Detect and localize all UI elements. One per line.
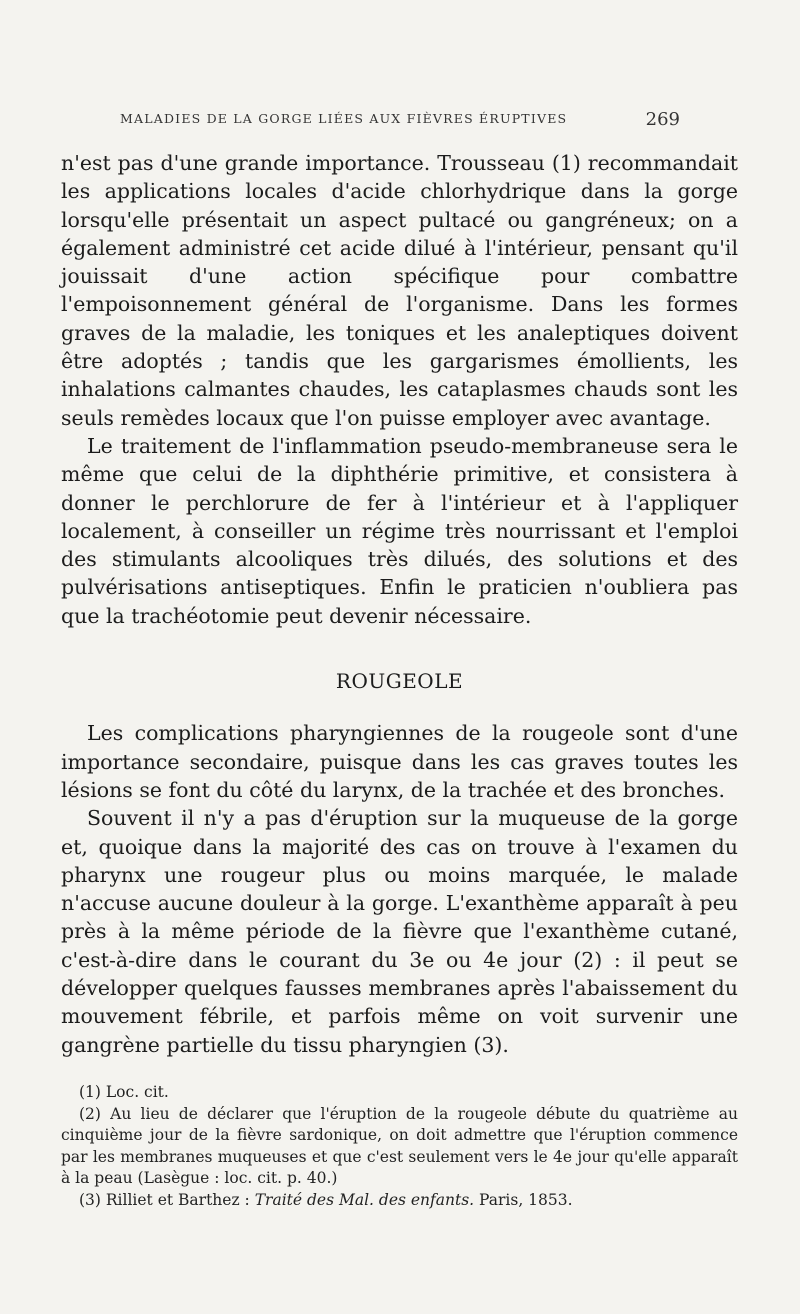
footnote-1: (1) Loc. cit. [79, 1083, 169, 1101]
paragraph-treatment: Le traitement de l'inflammation pseudo-membraneuse sera le même que celui de la diphthérie primitive, et consistera à donner le perchlorure de fer à l'intérieur et à l'appliquer localement, à conseiller un régime très nourrissant et l'emploi des stimulants alcooliques très dilués, des solutions et des pulvérisations antiseptiques. Enfin le praticien n'oubliera pas que la trachéotomie peut devenir nécessaire. [61, 433, 738, 628]
footnote-3-prefix: (3) Rilliet et Barthez : [79, 1190, 255, 1209]
section-title: ROUGEOLE [335, 669, 464, 694]
footnote-3 [61, 1190, 738, 1212]
paragraph-rougeole-2: Souvent il n'y a pas d'éruption sur la muqueuse de la gorge et, quoique dans la majorité des cas on trouve à l'examen du pharynx une rougeur plus ou moins marquée, le malade n'accuse aucune douleur à la gorge. L'exanthème apparaît à peu près à la même période de la fièvre que l'exanthème cutané, c'est-à-dire dans le courant du 3e ou 4e jour (2) : il peut se développer quelques fausses membranes après l'abaissement du mouvement fébrile, et parfois même on voit survenir une gangrène partielle du tissu pharyngien (3). [61, 806, 738, 1057]
footnote-3-title: Traité des Mal. des enfants. [254, 1190, 475, 1209]
paragraph-rougeole-1: Les complications pharyngiennes de la rougeole sont d'une importance secondaire, puisque dans les cas graves toutes les lésions se font du côté du larynx, de la trachée et des bronches. [61, 721, 738, 802]
footnote-2: (2) Au lieu de déclarer que l'éruption de la rougeole débute du quatrième au cinquième jour de la fièvre sardonique, on doit admettre que l'éruption commence par les membranes muqueuses et que c'est seulement vers le 4e jour qu'elle apparaît à la peau (Lasègue : loc. cit. p. 40.) [61, 1104, 738, 1187]
page-number: 269 [645, 109, 680, 130]
running-title: MALADIES DE LA GORGE LIÉES AUX FIÈVRES ÉRUPTIVES [120, 111, 568, 126]
footnotes [61, 1082, 738, 1211]
main-text [61, 149, 738, 1059]
footnote-3-suffix: Paris, 1853. [474, 1190, 573, 1209]
paragraph-continuation: n'est pas d'une grande importance. Trousseau (1) recommandait les applications locales d'acide chlorhydrique dans la gorge lorsqu'elle présentait un aspect pultacé ou gangréneux; on a également administré cet acide dilué à l'intérieur, pensant qu'il jouissait d'une action spécifique pour combattre l'empoisonnement général de l'organisme. Dans les formes graves de la maladie, les toniques et les analeptiques doivent être adoptés ; tandis que les gargarismes émollients, les inhalations calmantes chaudes, les cataplasmes chauds sont les seuls remèdes locaux que l'on puisse employer avec avantage. [61, 151, 738, 430]
